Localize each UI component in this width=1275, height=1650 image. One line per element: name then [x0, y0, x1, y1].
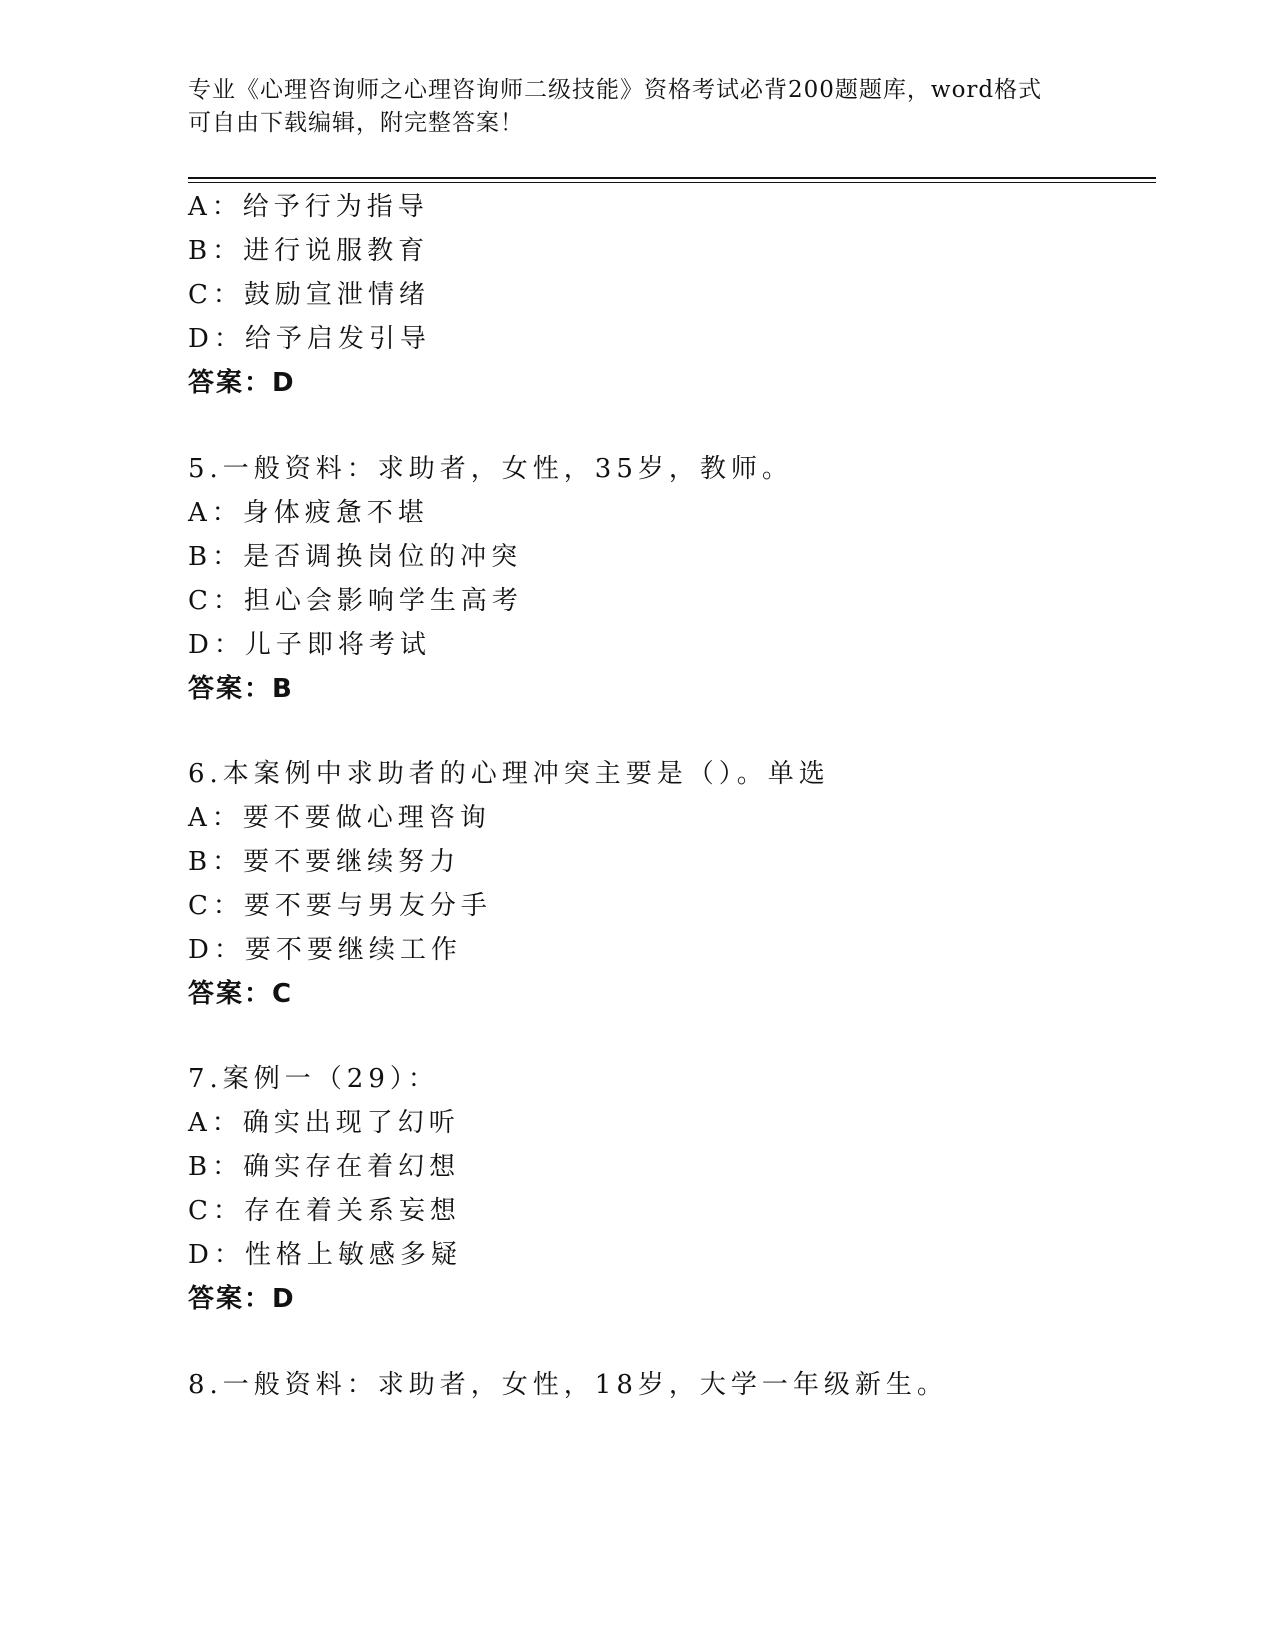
question-6: 6.本案例中求助者的心理冲突主要是（）。单选	[188, 759, 830, 789]
option-d: D：儿子即将考试	[188, 630, 431, 660]
question-8: 8.一般资料：求助者，女性，18岁，大学一年级新生。	[188, 1370, 948, 1400]
header-line-2: 可自由下载编辑，附完整答案！	[188, 110, 524, 136]
answer: 答案：C	[188, 979, 294, 1009]
option-a: A：身体疲惫不堪	[188, 498, 429, 528]
answer: 答案：B	[188, 674, 294, 704]
option-c: C：鼓励宣泄情绪	[188, 280, 430, 310]
option-b: B：要不要继续努力	[188, 847, 461, 877]
option-a: A：确实出现了幻听	[188, 1108, 460, 1138]
header-divider-thick	[188, 177, 1156, 179]
question-7: 7.案例一（29）：	[188, 1064, 439, 1094]
question-5: 5.一般资料：求助者，女性，35岁，教师。	[188, 454, 793, 484]
answer: 答案：D	[188, 1284, 296, 1314]
header-line-1: 专业《心理咨询师之心理咨询师二级技能》资格考试必背200题题库，word格式	[188, 77, 1043, 103]
answer: 答案：D	[188, 368, 296, 398]
option-b: B：是否调换岗位的冲突	[188, 542, 523, 572]
document-header	[188, 74, 1088, 140]
header-divider-thin	[188, 182, 1156, 183]
option-d: D：性格上敏感多疑	[188, 1240, 462, 1270]
option-c: C：担心会影响学生高考	[188, 586, 523, 616]
option-d: D：要不要继续工作	[188, 935, 462, 965]
option-c: C：要不要与男友分手	[188, 891, 492, 921]
option-a: A：给予行为指导	[188, 192, 429, 222]
option-d: D：给予启发引导	[188, 324, 431, 354]
option-c: C：存在着关系妄想	[188, 1196, 461, 1226]
option-a: A：要不要做心理咨询	[188, 803, 491, 833]
option-b: B：进行说服教育	[188, 236, 430, 266]
option-b: B：确实存在着幻想	[188, 1152, 461, 1182]
